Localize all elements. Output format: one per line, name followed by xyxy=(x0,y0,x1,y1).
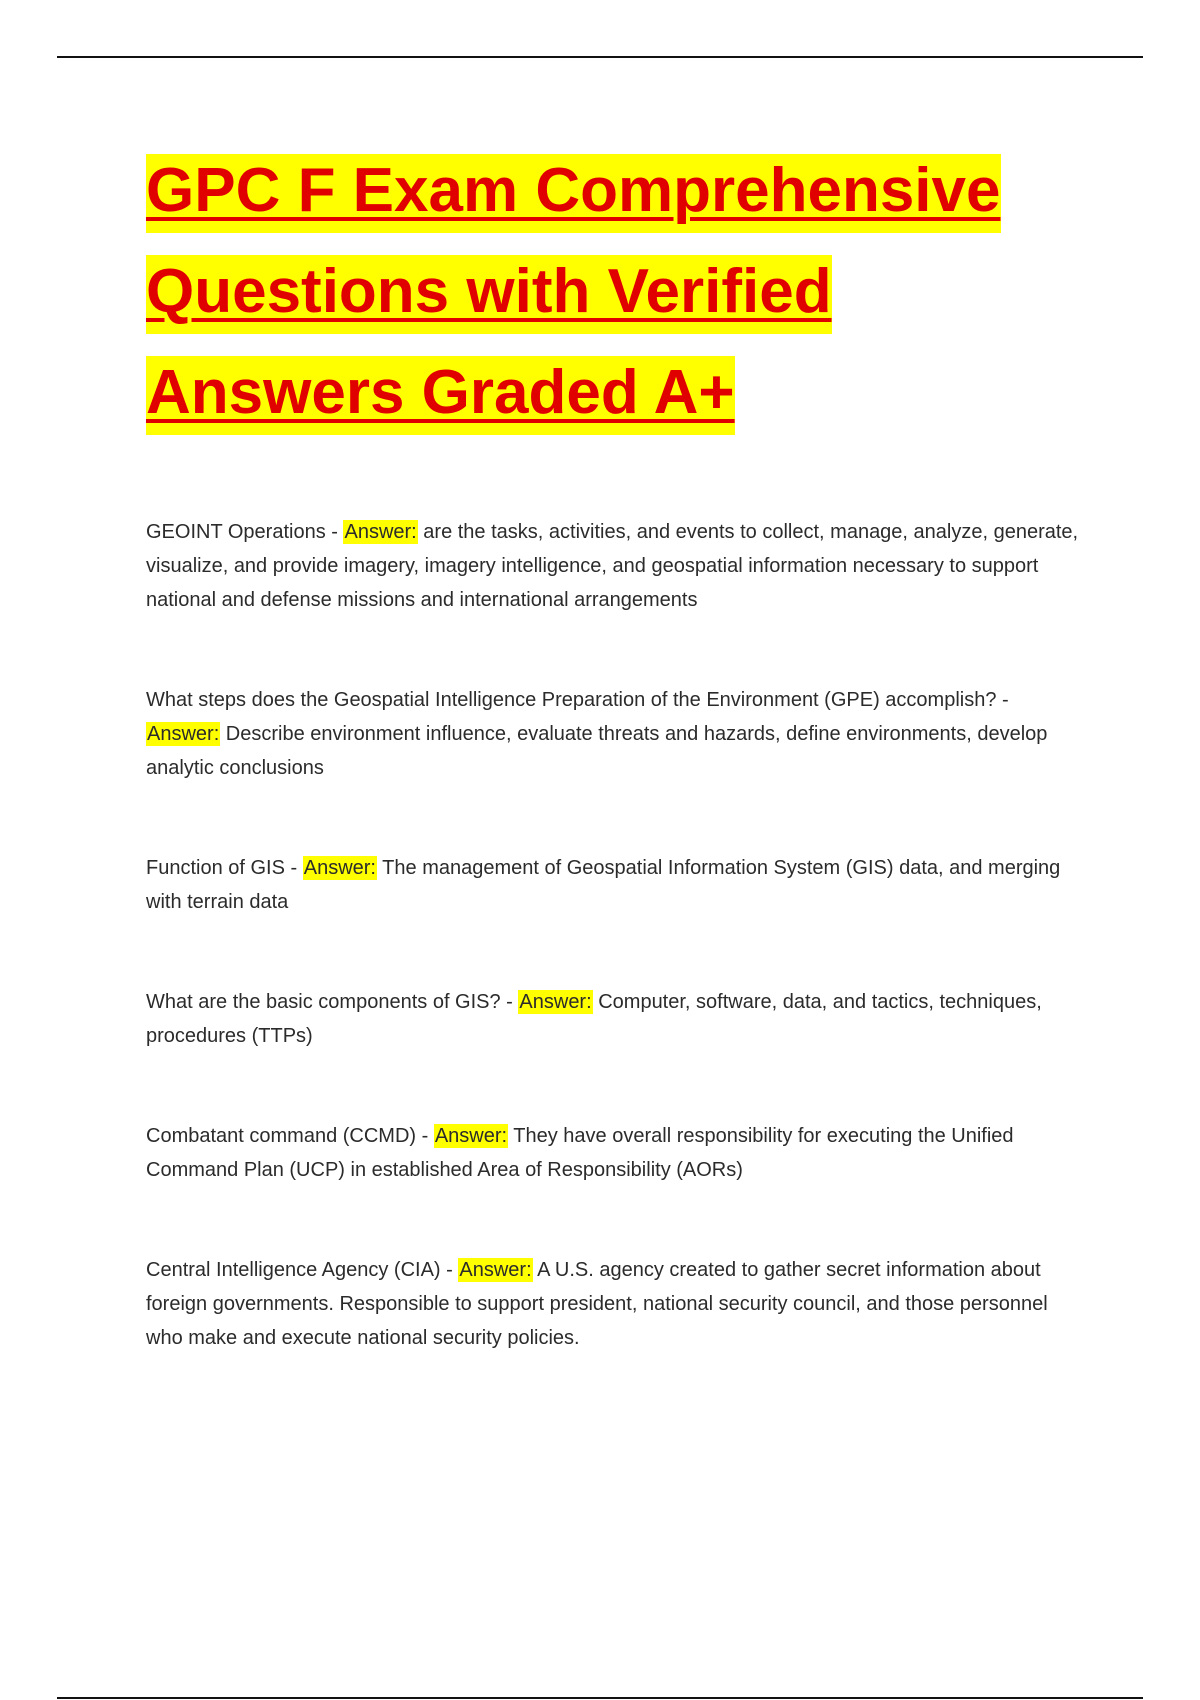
qa-item xyxy=(146,1119,1086,1187)
qa-item xyxy=(146,851,1086,919)
question-text: What are the basic components of GIS? - xyxy=(146,991,519,1013)
qa-item xyxy=(146,515,1086,617)
question-text: Function of GIS - xyxy=(146,857,303,879)
question-text: GEOINT Operations - xyxy=(146,521,344,543)
document-title-text: GPC F Exam Comprehensive Questions with Verified Answers Graded A+ xyxy=(146,154,1001,435)
qa-item xyxy=(146,985,1086,1053)
answer-label: Answer: xyxy=(344,521,417,543)
answer-label: Answer: xyxy=(147,723,220,745)
answer-text: are the tasks, activities, and events to collect, manage, analyze, generate, visualize, and provide imagery, imagery intelligence, and geospatial information necessary to support national and defense missions and international arrangements xyxy=(146,521,1079,611)
question-text: What steps does the Geospatial Intelligence Preparation of the Environment (GPE) accomplish? - xyxy=(146,689,1009,711)
answer-text: Computer, software, data, and tactics, techniques, procedures (TTPs) xyxy=(146,991,1042,1047)
answer-label: Answer: xyxy=(459,1259,532,1281)
header-rule xyxy=(57,56,1143,58)
answer-text: They have overall responsibility for executing the Unified Command Plan (UCP) in established Area of Responsibility (AORs) xyxy=(146,1125,1014,1181)
answer-text: The management of Geospatial Information System (GIS) data, and merging with terrain data xyxy=(146,857,1061,913)
question-text: Central Intelligence Agency (CIA) - xyxy=(146,1259,459,1281)
question-text: Combatant command (CCMD) - xyxy=(146,1125,434,1147)
answer-label: Answer: xyxy=(434,1125,508,1147)
answer-label: Answer: xyxy=(519,991,592,1013)
answer-label: Answer: xyxy=(303,857,376,879)
answer-text: A U.S. agency created to gather secret information about foreign governments. Responsible to support president, national security council, and those personnel who make and execute national security policies. xyxy=(146,1259,1048,1349)
qa-item xyxy=(146,683,1086,785)
qa-item xyxy=(146,1253,1086,1355)
answer-text: Describe environment influence, evaluate threats and hazards, define environments, develop analytic conclusions xyxy=(146,723,1048,779)
qa-list xyxy=(146,515,1086,1355)
footer-rule xyxy=(57,1697,1143,1699)
document-title xyxy=(146,140,1086,443)
